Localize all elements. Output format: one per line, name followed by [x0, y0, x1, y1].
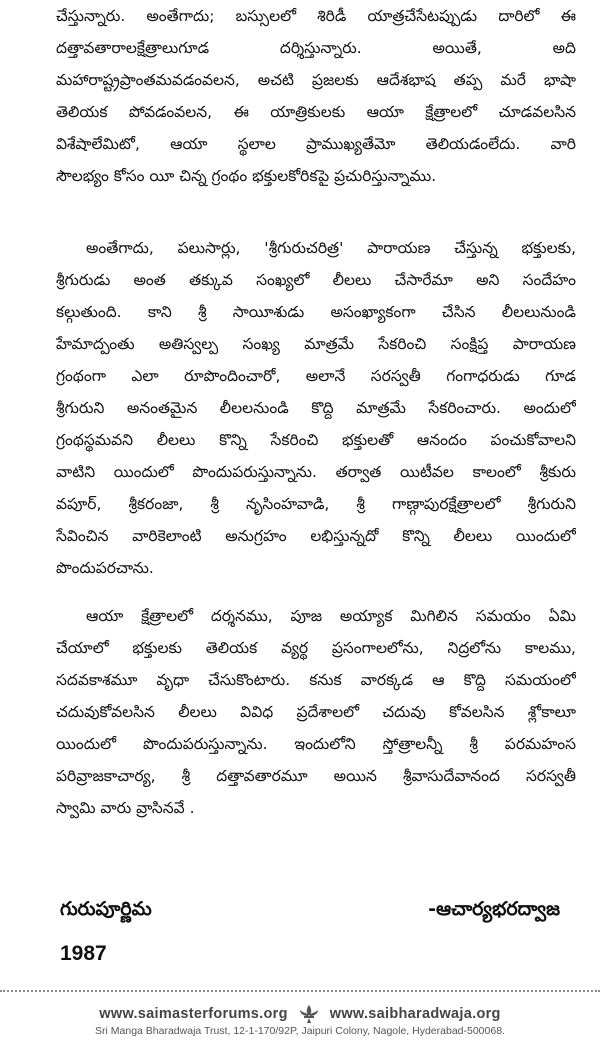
paragraph-2 — [56, 232, 576, 584]
footer — [0, 1004, 600, 1037]
text-line: కల్గుతుంది. కాని శ్రీ సాయీశుడు అసంఖ్యాకంగా చేసిన లీలలునుండి — [56, 303, 576, 321]
text-line: స్వామి వారు వ్రాసినవే . — [56, 799, 195, 817]
footer-divider — [0, 990, 600, 992]
text-line: చేయాలో భక్తులకు తెలియక వ్యర్థ ప్రసంగాలలోను, నిద్రలోను కాలము, — [56, 639, 576, 657]
text-line: పరివ్రాజకాచార్య, శ్రీ దత్తావతారమూ అయిన శ్రీవాసుదేవానంద సరస్వతీ — [56, 767, 576, 785]
footer-link-right[interactable]: www.saibharadwaja.org — [329, 1006, 501, 1022]
footer-links — [0, 1004, 600, 1024]
text-line: సౌలభ్యం కోసం యీ చిన్న గ్రంథం భక్తులకోరికపై ప్రచురిస్తున్నాము. — [56, 167, 437, 185]
text-line: వాటిని యిందులో పొందుపరుస్తున్నాను. తర్వాత యిటీవల కాలంలో శ్రీకురు — [56, 463, 576, 481]
text-line: పొందుపరచాను. — [56, 559, 154, 577]
signature-place: గురుపూర్ణిమ — [60, 898, 152, 920]
text-line: గ్రంథస్థమవని లీలలు కొన్ని సేకరించి భక్తులతో ఆనందం పంచుకోవాలని — [56, 431, 576, 449]
text-line: యిందులో పొందుపరుస్తున్నాను. ఇందులోని స్తోత్రాలన్నీ శ్రీ పరమహంస — [56, 735, 576, 753]
text-line: తెలియక పోవడంవలన, ఈ యాత్రికులకు ఆయా క్షేత్రాలలో చూడవలసిన — [56, 103, 576, 121]
paragraph-3 — [56, 600, 576, 824]
text-line: చేస్తున్నారు. అంతేగాదు; బస్సులలో శిరిడీ యాత్రచేసేటప్పుడు దారిలో ఈ — [56, 7, 576, 25]
text-line: గ్రంథంగా ఎలా రూపొందించారో, అలానే సరస్వతీ గంగాధరుడు గూడ — [56, 367, 576, 385]
text-line: ఆయా క్షేత్రాలలో దర్శనము, పూజ అయ్యాక మిగిలిన సమయం ఏమి — [86, 607, 576, 625]
text-line: విశేషాలేమిటో, ఆయా స్థలాల ప్రాముఖ్యతేమో తెలియడంలేదు. వారి — [56, 135, 576, 153]
text-line: హేమాద్పంతు అతిస్వల్ప సంఖ్య మాత్రమే సేకరించి సంక్షిప్త పారాయణ — [56, 335, 576, 353]
text-line: సేవించిన వారికెలాంటి అనుగ్రహం లభిస్తున్నదో కొన్ని లీలలు యిందులో — [56, 527, 576, 545]
text-line: అంతేగాదు, పలుసార్లు, 'శ్రీగురుచరిత్ర' పారాయణ చేస్తున్న భక్తులకు, — [86, 239, 576, 257]
text-line: శ్రీగురుని అనంతమైన లీలలనుండి కొద్ది మాత్రమే సేకరించారు. అందులో — [56, 399, 576, 417]
text-line: సదవకాశమూ వృధా చేసుకొంటారు. కనుక వారక్కడ ఆ కొద్ది సమయంలో — [56, 671, 576, 689]
text-line: చదువుకోవలసిన లీలలు వివిధ ప్రదేశాలలో చదువు కోవలసిన శ్లోకాలూ — [56, 703, 576, 721]
text-line: మహారాష్ట్రప్రాంతమవడంవలన, అచటి ప్రజలకు ఆదేశభాష తప్ప మరే భాషా — [56, 71, 576, 89]
text-line: దత్తావతారాలక్షేత్రాలుగూడ దర్శిస్తున్నారు. అయితే, అది — [56, 39, 576, 57]
signature-author: -ఆచార్యభరద్వాజ — [428, 898, 560, 920]
footer-link-left[interactable]: www.saimasterforums.org — [99, 1006, 288, 1022]
text-line: వపూర్, శ్రీకరంజా, శ్రీ నృసింహవాడి, శ్రీ గాణ్గాపురక్షేత్రాలలో శ్రీగురుని — [56, 495, 576, 513]
paragraph-1 — [56, 0, 576, 192]
footer-address: Sri Manga Bharadwaja Trust, 12-1-170/92P, Jaipuri Colony, Nagole, Hyderabad-500068. — [95, 1025, 505, 1037]
text-line: శ్రీగురుడు అంత తక్కువ సంఖ్యలో లీలలు చేసారేమా అని సందేహం — [56, 271, 576, 289]
signature-year: 1987 — [60, 942, 107, 965]
fleur-de-lis-icon — [298, 1004, 320, 1024]
